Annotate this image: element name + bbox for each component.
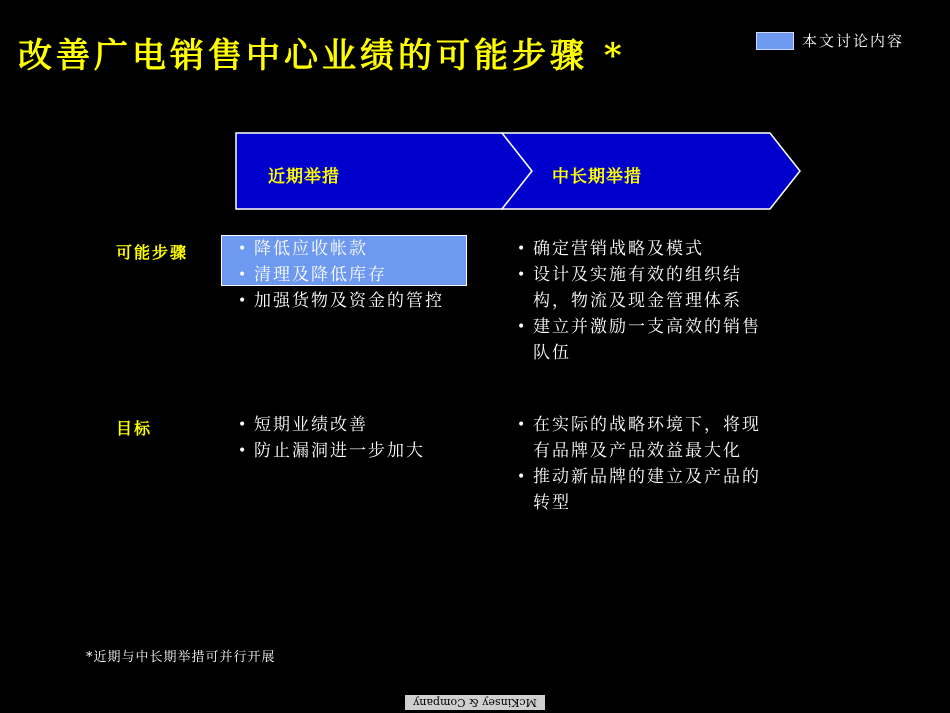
list-item: • 推动新品牌的建立及产品的转型	[515, 464, 763, 516]
chevron-long-term	[502, 133, 800, 209]
list-item: • 降低应收帐款	[236, 236, 496, 262]
list-item: • 确定营销战略及模式	[515, 236, 763, 262]
footnote: *近期与中长期举措可并行开展	[86, 650, 276, 665]
phase-label-near: 近期举措	[268, 167, 340, 187]
legend-label: 本文讨论内容	[802, 32, 905, 50]
list-item: • 设计及实施有效的组织结构，物流及现金管理体系	[515, 262, 763, 314]
steps-near-list	[236, 236, 496, 314]
row-label-steps: 可能步骤	[116, 243, 189, 262]
goals-long-list	[515, 412, 763, 516]
list-item: • 在实际的战略环境下，将现有品牌及产品效益最大化	[515, 412, 763, 464]
company-logo: McKinsey & Company	[405, 695, 545, 710]
list-item: • 建立并激励一支高效的销售队伍	[515, 314, 763, 366]
phase-label-long: 中长期举措	[552, 167, 642, 187]
steps-long-list	[515, 236, 763, 366]
list-item: • 短期业绩改善	[236, 412, 496, 438]
row-label-goals: 目标	[116, 419, 153, 438]
goals-near-list	[236, 412, 496, 464]
list-item: • 加强货物及资金的管控	[236, 288, 496, 314]
list-item: • 清理及降低库存	[236, 262, 496, 288]
list-item: • 防止漏洞进一步加大	[236, 438, 496, 464]
page-title: 改善广电销售中心业绩的可能步骤 *	[18, 36, 626, 76]
